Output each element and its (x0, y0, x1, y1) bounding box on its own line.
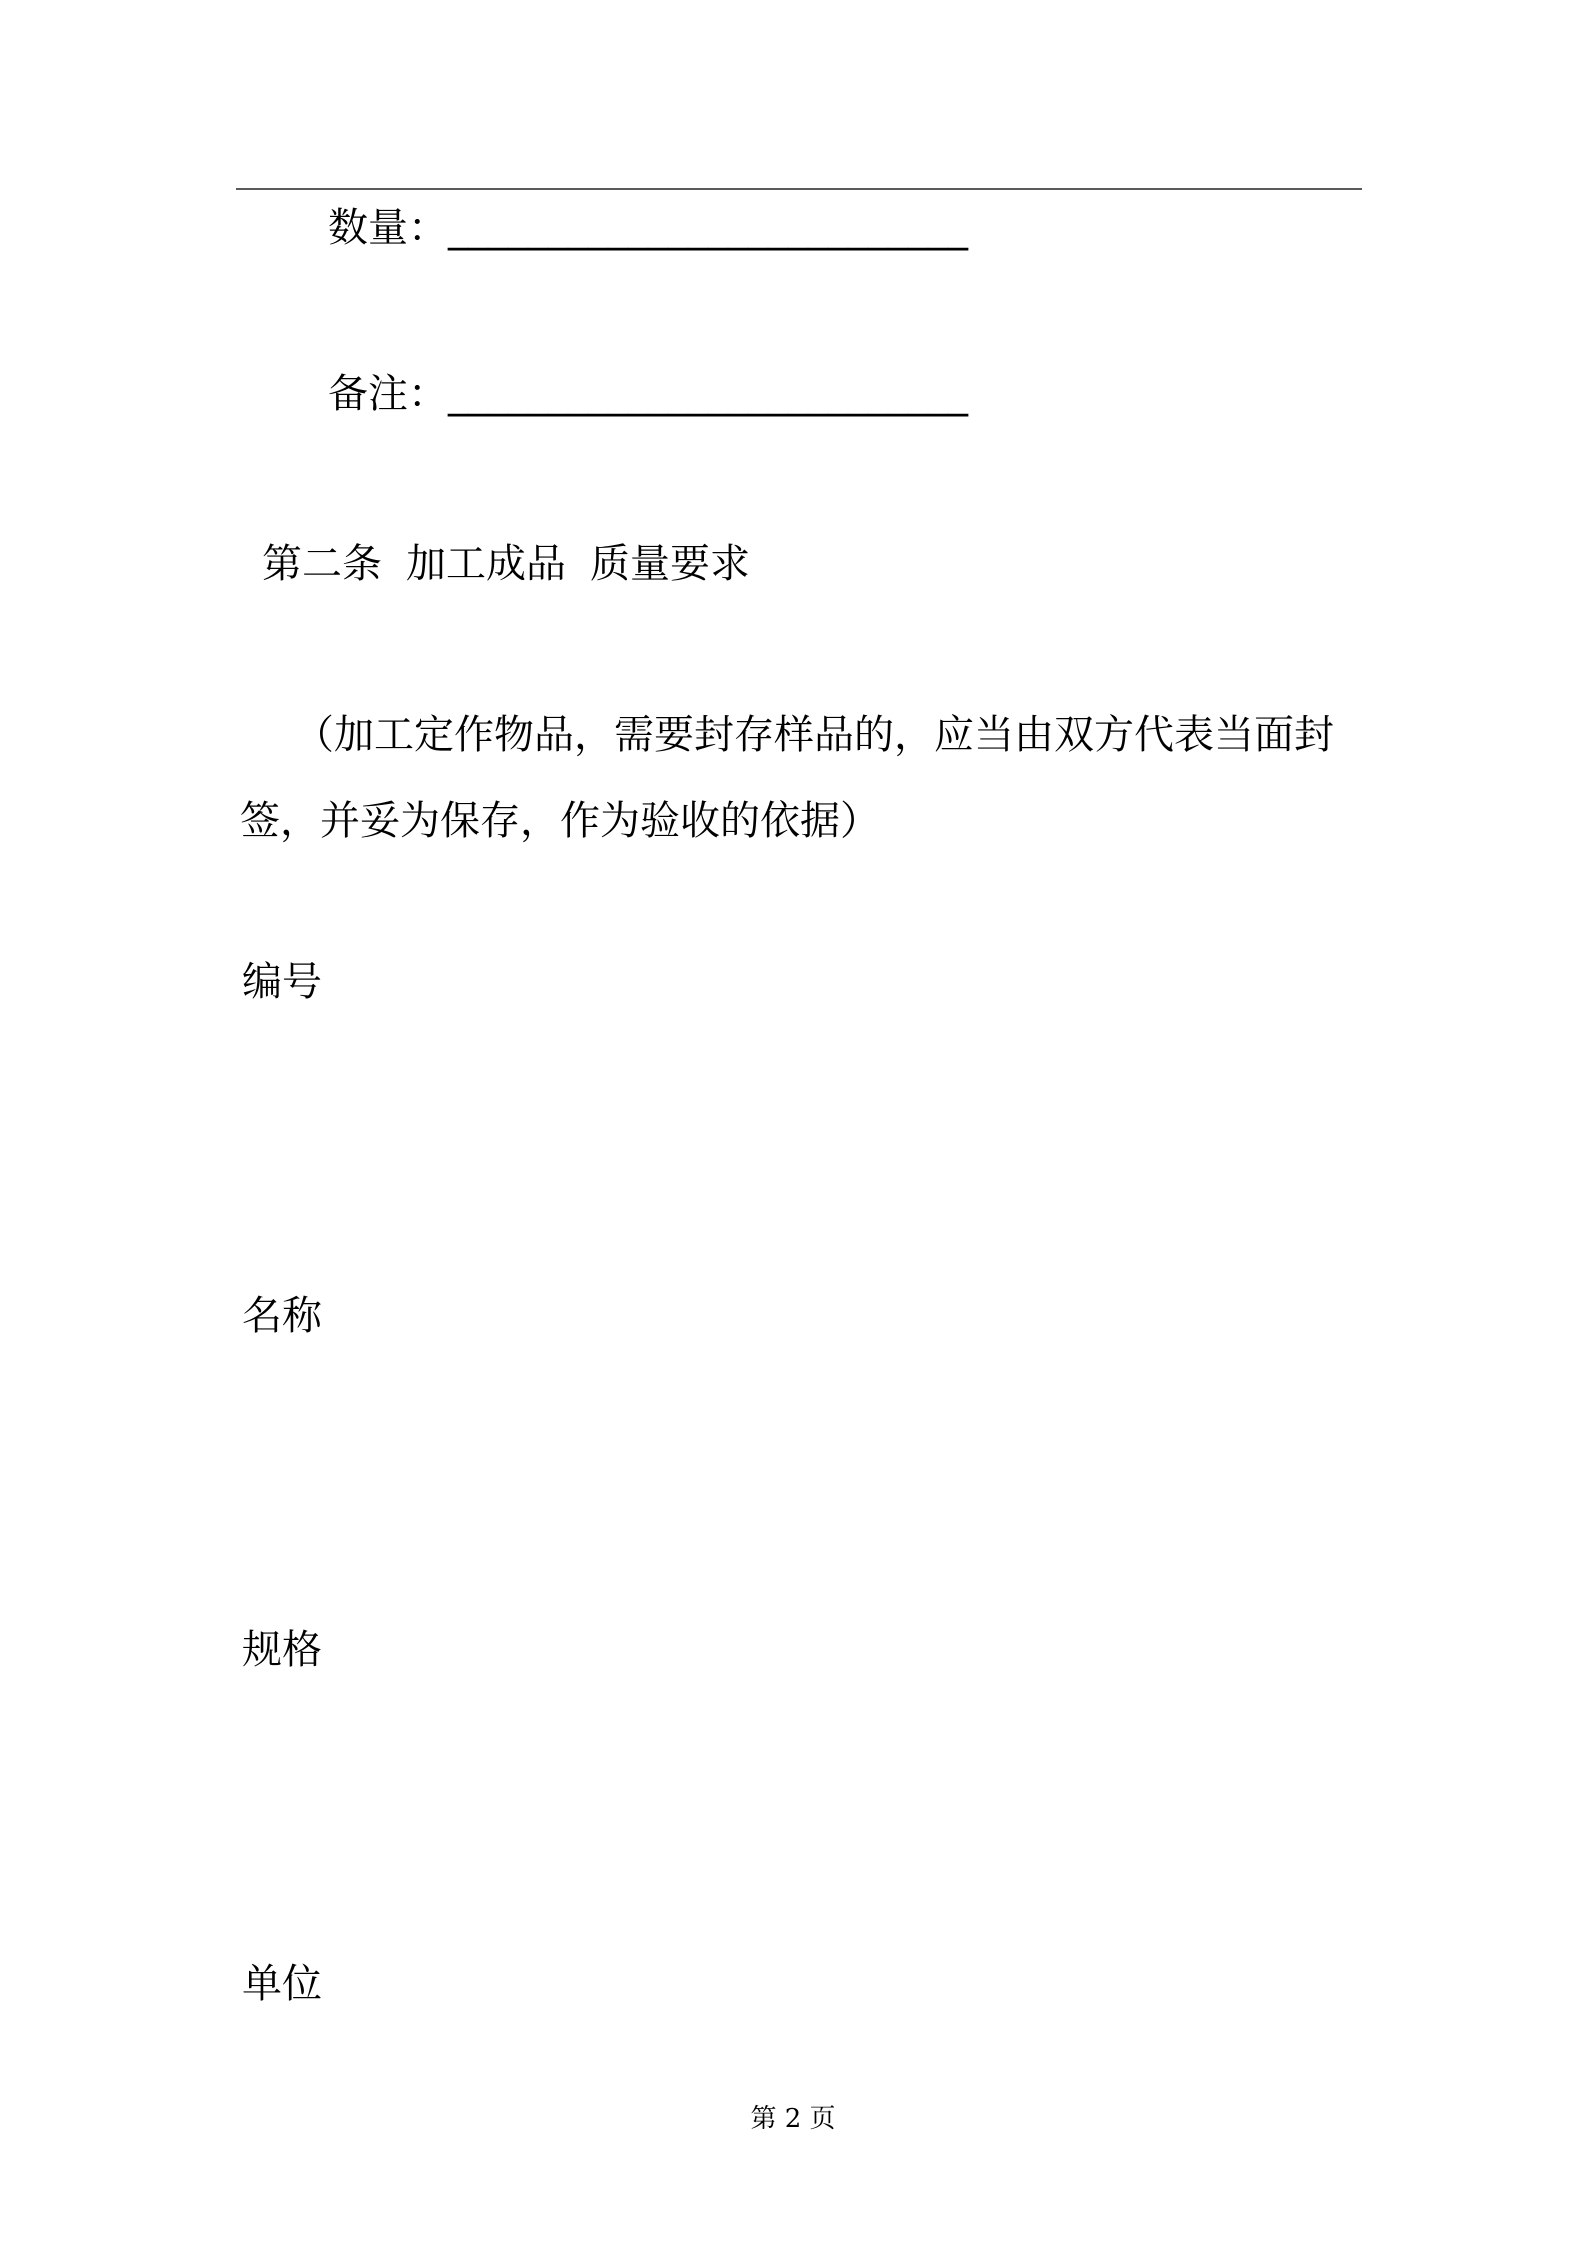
label-number: 编号 (242, 959, 322, 1005)
sample-note: （加工定作物品，需要封存样品的，应当由双方代表当面封签，并妥为保存，作为验收的依据） (240, 712, 1334, 844)
remarks-label: 备注： (328, 371, 448, 417)
quantity-label: 数量： (328, 205, 448, 251)
label-name: 名称 (242, 1293, 322, 1339)
section-number: 第二条 (262, 541, 382, 587)
remarks-field (328, 368, 968, 420)
quantity-blank: __________________________ (448, 205, 968, 251)
header-divider (236, 188, 1362, 190)
label-spec: 规格 (242, 1627, 322, 1673)
remarks-blank: __________________________ (448, 371, 968, 417)
section-title: 加工成品 (406, 541, 566, 587)
page-number: 第 2 页 (750, 2104, 836, 2134)
section-subtitle: 质量要求 (590, 541, 750, 587)
label-unit: 单位 (242, 1961, 322, 2007)
section-heading (262, 538, 774, 590)
quantity-field (328, 202, 968, 254)
